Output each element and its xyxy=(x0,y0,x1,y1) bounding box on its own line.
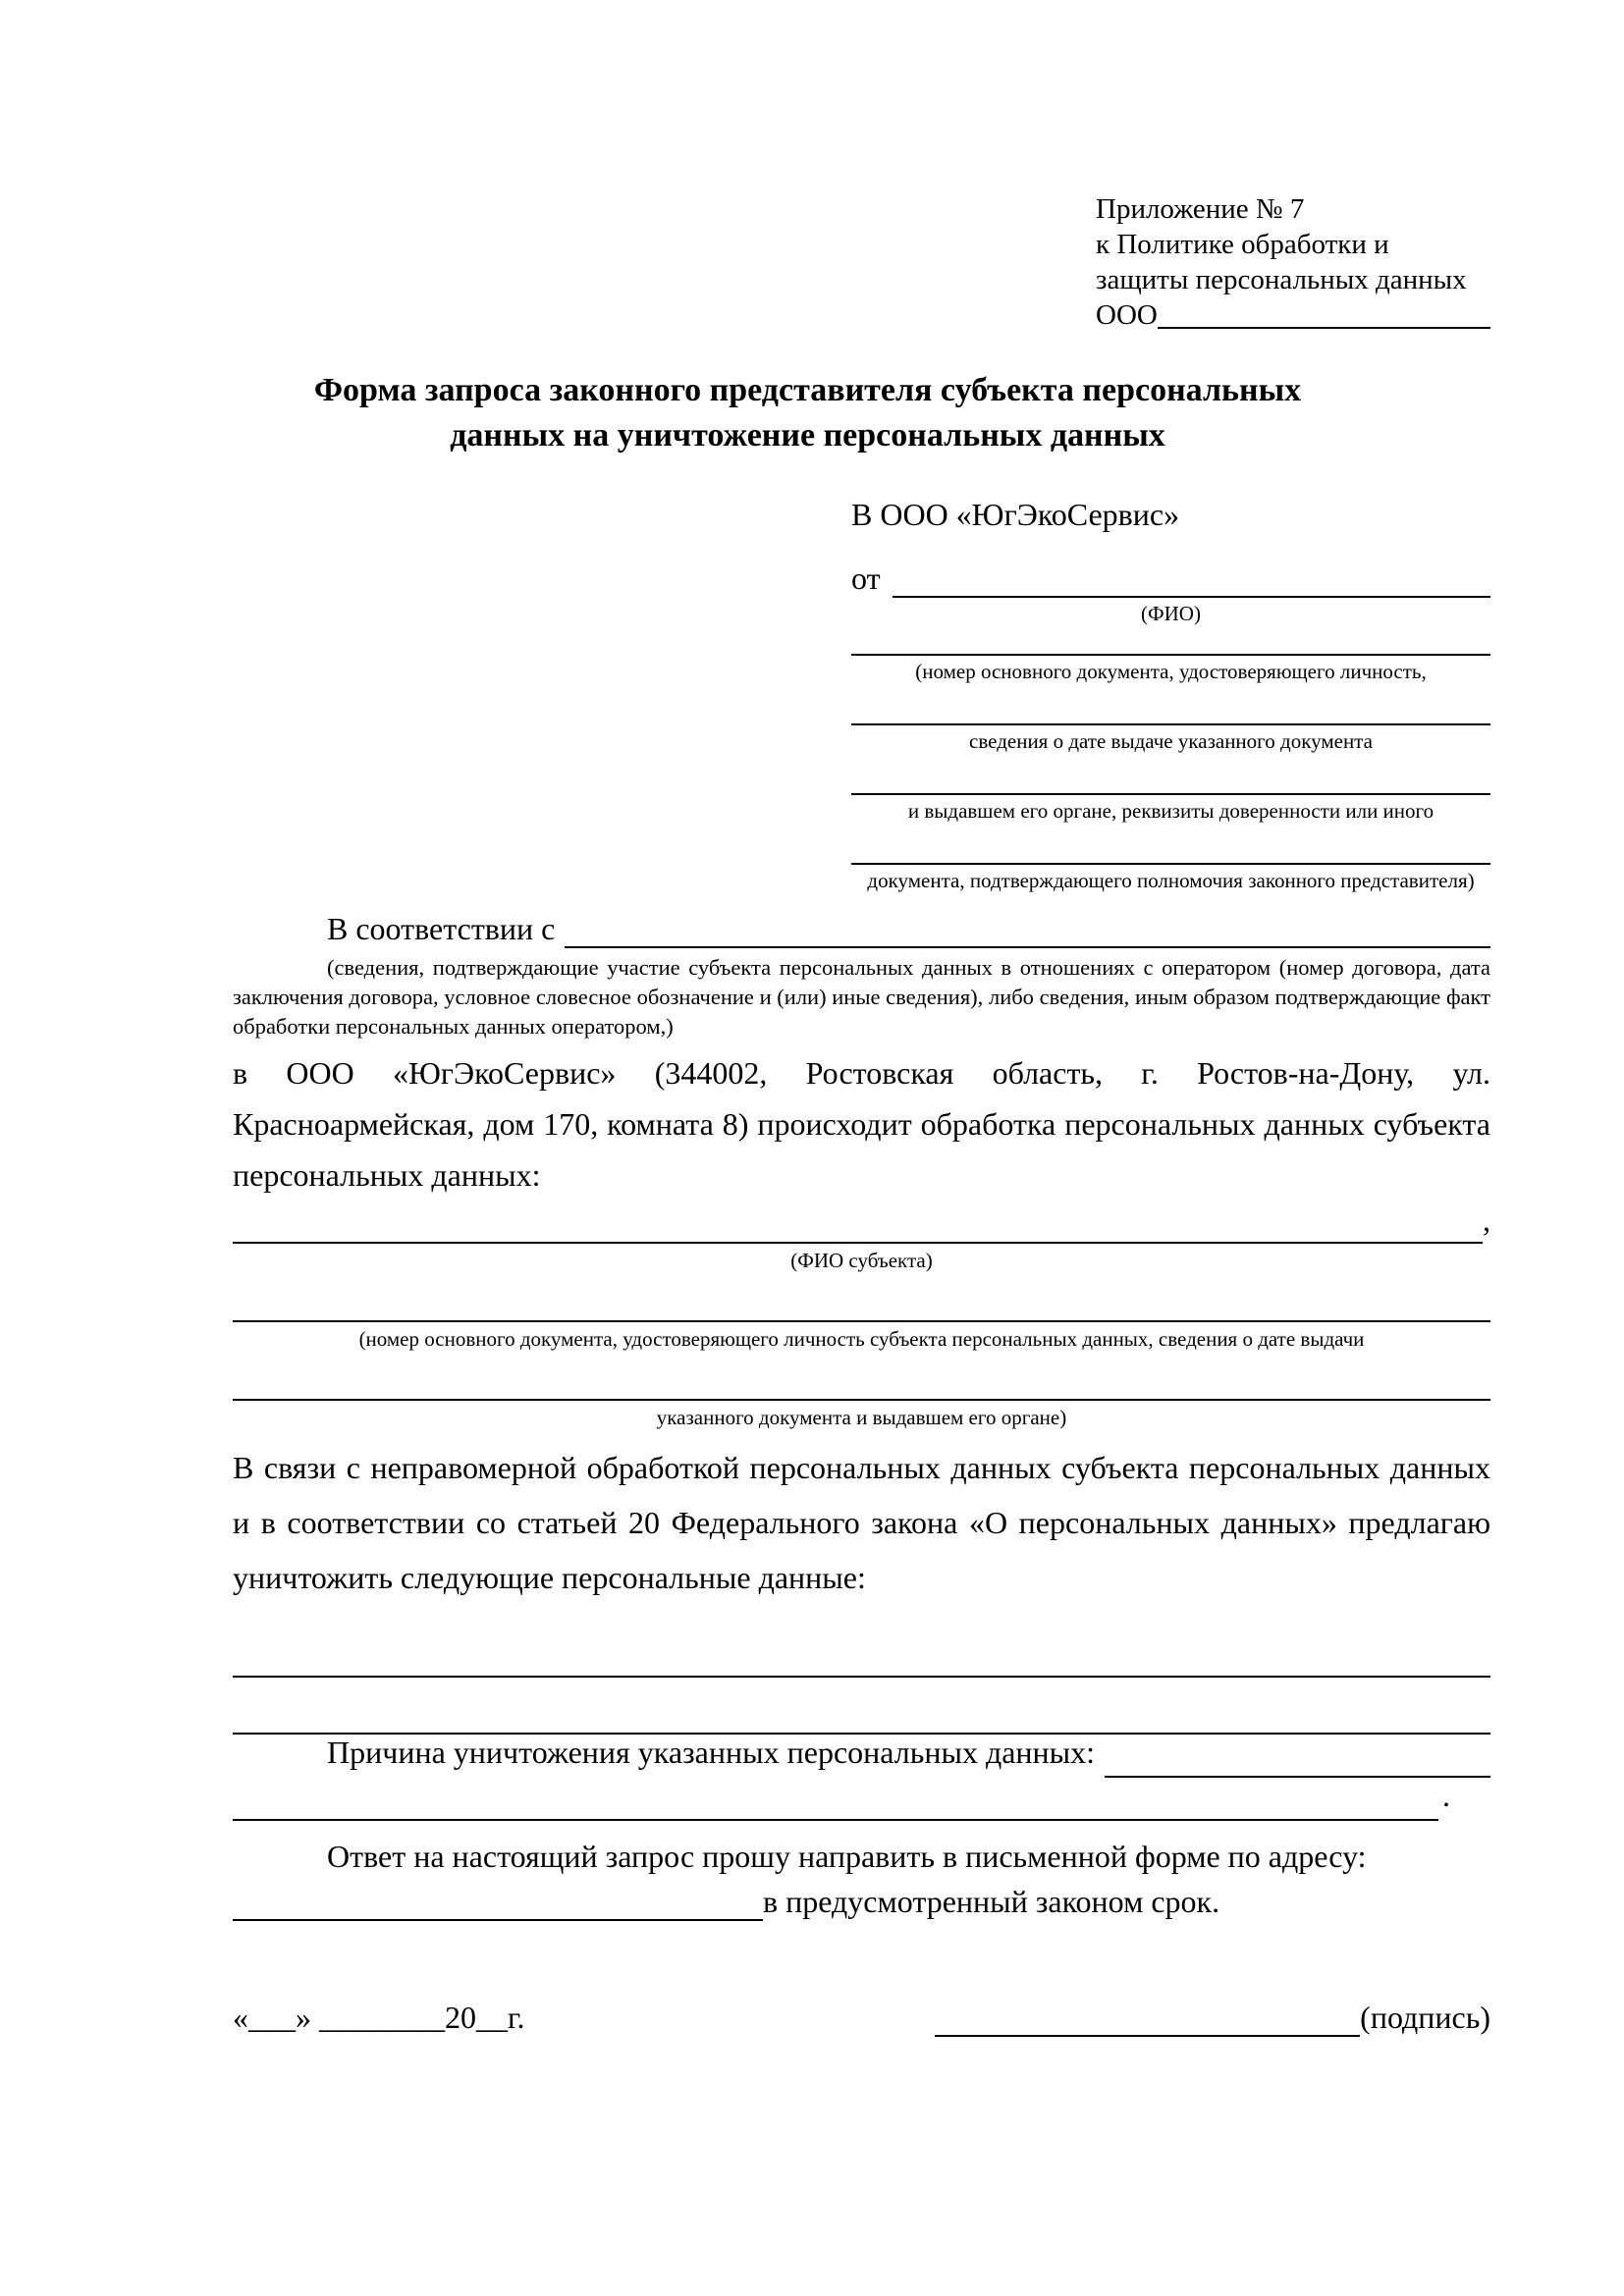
reason-continuation-row xyxy=(233,1778,1490,1821)
representative-doc-blank-field-3[interactable] xyxy=(851,754,1490,795)
subject-fio-caption: (ФИО субъекта) xyxy=(790,1249,933,1272)
addressee-from-row xyxy=(851,561,1490,598)
appendix-company-row xyxy=(1096,297,1490,333)
appendix-header xyxy=(1096,191,1490,333)
answer-address-blank-field[interactable] xyxy=(233,1884,763,1921)
data-to-destroy-blank-field-2[interactable] xyxy=(233,1678,1490,1735)
representative-doc-caption-2: сведения о дате выдаче указанного документа xyxy=(969,729,1373,753)
representative-doc-blank-field-2[interactable] xyxy=(851,684,1490,725)
representative-doc-caption-4: документа, подтверждающего полномочия законного представителя) xyxy=(867,869,1475,892)
accordance-blank-field[interactable] xyxy=(565,911,1490,948)
appendix-line-3: защиты персональных данных xyxy=(1096,264,1467,295)
appendix-line-2: к Политике обработки и xyxy=(1096,229,1389,260)
reason-label: Причина уничтожения указанных персональных данных: xyxy=(327,1735,1096,1770)
from-label: от xyxy=(851,561,881,596)
signature-caption: (подпись) xyxy=(1360,2000,1490,2035)
subject-doc-blank-field-1[interactable] xyxy=(233,1281,1490,1322)
representative-doc-blank-field-4[interactable] xyxy=(851,824,1490,865)
subject-doc-blank-field-2[interactable] xyxy=(233,1360,1490,1401)
addressee-to: В ООО «ЮгЭкоСервис» xyxy=(851,497,1180,532)
accordance-lead: В соответствии с xyxy=(327,911,556,946)
representative-doc-blank-field-1[interactable] xyxy=(851,626,1490,656)
appendix-line-1: Приложение № 7 xyxy=(1096,193,1305,225)
company-name-blank-field[interactable] xyxy=(1158,297,1490,329)
subject-fio-trailing-comma: , xyxy=(1483,1202,1490,1238)
sentence-period: . xyxy=(1442,1778,1450,1813)
request-paragraph: В связи с неправомерной обработкой персональных данных субъекта персональных данных и в соответствии со статьей 20 Федерального закона «О персональных данных» предлагаю уничтожить следующие персональные данные: xyxy=(233,1450,1490,1595)
subject-doc-caption-2: указанного документа и выдавшем его органе) xyxy=(656,1406,1067,1429)
representative-doc-caption-3: и выдавшем его органе, реквизиты доверенности или иного xyxy=(907,799,1435,823)
document-title xyxy=(233,368,1382,458)
reason-blank-field[interactable] xyxy=(1105,1735,1490,1778)
representative-doc-caption-1: (номер основного документа, удостоверяющего личность, xyxy=(915,660,1427,683)
accordance-row xyxy=(233,911,1490,948)
document-title-line-2: данных на уничтожение персональных данных xyxy=(450,417,1165,454)
fio-caption: (ФИО) xyxy=(1141,602,1201,625)
operator-paragraph: в ООО «ЮгЭкоСервис» (344002, Ростовская область, г. Ростов-на-Дону, ул. Красноармейская, дом 170, комната 8) происходит обработка персональных данных субъекта персональных данных: xyxy=(233,1055,1490,1193)
document-title-line-1: Форма запроса законного представителя субъекта персональных xyxy=(313,372,1302,408)
reason-blank-field-2[interactable] xyxy=(233,1778,1438,1821)
signature-blank-field[interactable] xyxy=(935,2000,1360,2037)
accordance-note: (сведения, подтверждающие участие субъекта персональных данных в отношениях с оператором (номер договора, дата заключения договора, условное словесное обозначение и (или) иные сведения), либо сведения, иным образом подтверждающие факт обработки персональных данных оператором,) xyxy=(233,955,1490,1039)
subject-fio-row xyxy=(233,1202,1490,1244)
signature-area xyxy=(935,2000,1490,2037)
answer-paragraph: Ответ на настоящий запрос прошу направить в письменной форме по адресу: xyxy=(327,1839,1367,1874)
date-signature-row xyxy=(233,2000,1490,2037)
addressee-block xyxy=(851,494,1490,893)
subject-fio-blank-field[interactable] xyxy=(233,1202,1483,1244)
subject-doc-caption-1: (номер основного документа, удостоверяющего личность субъекта персональных данных, сведения о дате выдачи xyxy=(358,1327,1365,1351)
reason-row xyxy=(233,1735,1490,1778)
representative-name-blank-field[interactable] xyxy=(893,561,1490,598)
data-to-destroy-blank-field-1[interactable] xyxy=(233,1627,1490,1678)
date-blank-text[interactable]: «___» ________20__г. xyxy=(233,2000,525,2035)
answer-tail-text: в предусмотренный законом срок. xyxy=(763,1884,1220,1919)
answer-address-row xyxy=(233,1884,1490,1921)
company-prefix-label: ООО xyxy=(1096,299,1158,331)
